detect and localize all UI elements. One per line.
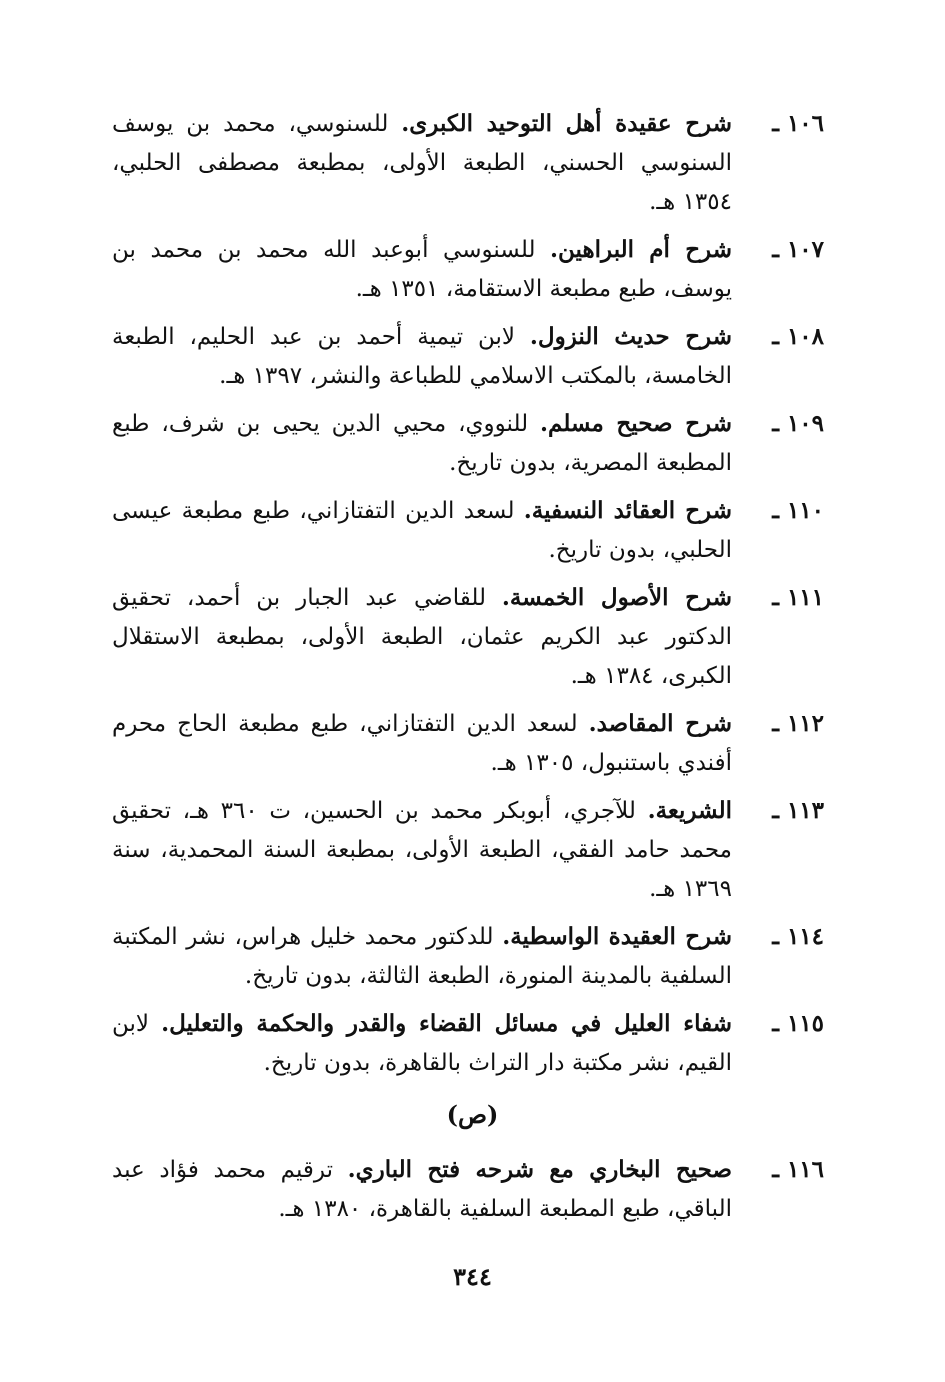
entry-title: الشريعة. bbox=[647, 797, 733, 824]
entry-title: شرح العقيدة الواسطية. bbox=[502, 923, 733, 950]
entry-number: ١١٦ ـ bbox=[772, 1156, 824, 1183]
bibliography-entry-115 bbox=[112, 1004, 824, 1083]
entry-details: ترقيم محمد فؤاد عبد الباقي، طبع المطبعة السلفية بالقاهرة، ١٣٨٠ هـ. bbox=[112, 1157, 732, 1222]
entry-number: ١١٠ ـ bbox=[772, 497, 824, 524]
entry-number: ١١٤ ـ bbox=[772, 923, 824, 950]
entry-details: للسنوسي أبوعبد الله محمد بن محمد بن يوسف، طبع مطبعة الاستقامة، ١٣٥١ هـ. bbox=[112, 237, 732, 302]
entry-details: لسعد الدين التفتازاني، طبع مطبعة الحاج محرم أفندي باستنبول، ١٣٠٥ هـ. bbox=[112, 711, 732, 776]
bibliography-entry-106 bbox=[112, 104, 824, 222]
bibliography-entry-110 bbox=[112, 491, 824, 570]
entry-title: شرح صحيح مسلم. bbox=[540, 410, 733, 437]
entry-details: للقاضي عبد الجبار بن أحمد، تحقيق الدكتور عبد الكريم عثمان، الطبعة الأولى، بمطبعة الاستقلال الكبرى، ١٣٨٤ هـ. bbox=[112, 585, 732, 689]
section-heading: (ص) bbox=[446, 1100, 499, 1129]
entry-title: شرح الأصول الخمسة. bbox=[501, 584, 732, 611]
entry-title: شرح المقاصد. bbox=[588, 710, 733, 737]
entry-details: لابن تيمية أحمد بن عبد الحليم، الطبعة الخامسة، بالمكتب الاسلامي للطباعة والنشر، ١٣٩٧ هـ. bbox=[112, 324, 732, 389]
entry-number: ١١٣ ـ bbox=[772, 797, 824, 824]
page-number: ٣٤٤ bbox=[453, 1262, 492, 1291]
entry-number: ١١٢ ـ bbox=[772, 710, 824, 737]
bibliography-entry-108 bbox=[112, 317, 824, 396]
entry-details: لابن القيم، نشر مكتبة دار التراث بالقاهرة، بدون تاريخ. bbox=[112, 1011, 732, 1076]
entry-number: ١٠٦ ـ bbox=[772, 110, 824, 137]
entry-details: للآجري، أبوبكر محمد بن الحسين، ت ٣٦٠ هـ، تحقيق محمد حامد الفقي، الطبعة الأولى، بمطبعة السنة المحمدية، سنة ١٣٦٩ هـ. bbox=[112, 798, 732, 902]
bibliography-list bbox=[112, 104, 824, 1091]
entry-details: للنووي، محيي الدين يحيى بن شرف، طبع المطبعة المصرية، بدون تاريخ. bbox=[112, 411, 732, 476]
entry-number: ١٠٩ ـ bbox=[772, 410, 824, 437]
bibliography-entry-113 bbox=[112, 791, 824, 909]
entry-number: ١١١ ـ bbox=[772, 584, 824, 611]
entry-title: شرح عقيدة أهل التوحيد الكبرى. bbox=[401, 110, 732, 137]
bibliography-entry-116 bbox=[112, 1150, 824, 1229]
bibliography-entry-107 bbox=[112, 230, 824, 309]
entry-details: لسعد الدين التفتازاني، طبع مطبعة عيسى الحلبي، بدون تاريخ. bbox=[112, 498, 732, 563]
entry-details: للسنوسي، محمد بن يوسف السنوسي الحسني، الطبعة الأولى، بمطبعة مصطفى الحلبي، ١٣٥٤ هـ. bbox=[112, 111, 732, 215]
entry-title: شفاء العليل في مسائل القضاء والقدر والحكمة والتعليل. bbox=[161, 1010, 732, 1037]
entry-title: صحيح البخاري مع شرحه فتح الباري. bbox=[347, 1156, 732, 1183]
bibliography-list-sad bbox=[112, 1150, 824, 1237]
entry-title: شرح أم البراهين. bbox=[550, 236, 732, 263]
entry-number: ١١٥ ـ bbox=[772, 1010, 824, 1037]
entry-details: للدكتور محمد خليل هراس، نشر المكتبة السلفية بالمدينة المنورة، الطبعة الثالثة، بدون تاريخ. bbox=[112, 924, 732, 989]
entry-title: شرح حديث النزول. bbox=[529, 323, 732, 350]
bibliography-entry-111 bbox=[112, 578, 824, 696]
entry-title: شرح العقائد النسفية. bbox=[523, 497, 733, 524]
bibliography-entry-114 bbox=[112, 917, 824, 996]
bibliography-entry-112 bbox=[112, 704, 824, 783]
entry-number: ١٠٧ ـ bbox=[772, 236, 824, 263]
entry-number: ١٠٨ ـ bbox=[772, 323, 824, 350]
bibliography-entry-109 bbox=[112, 404, 824, 483]
